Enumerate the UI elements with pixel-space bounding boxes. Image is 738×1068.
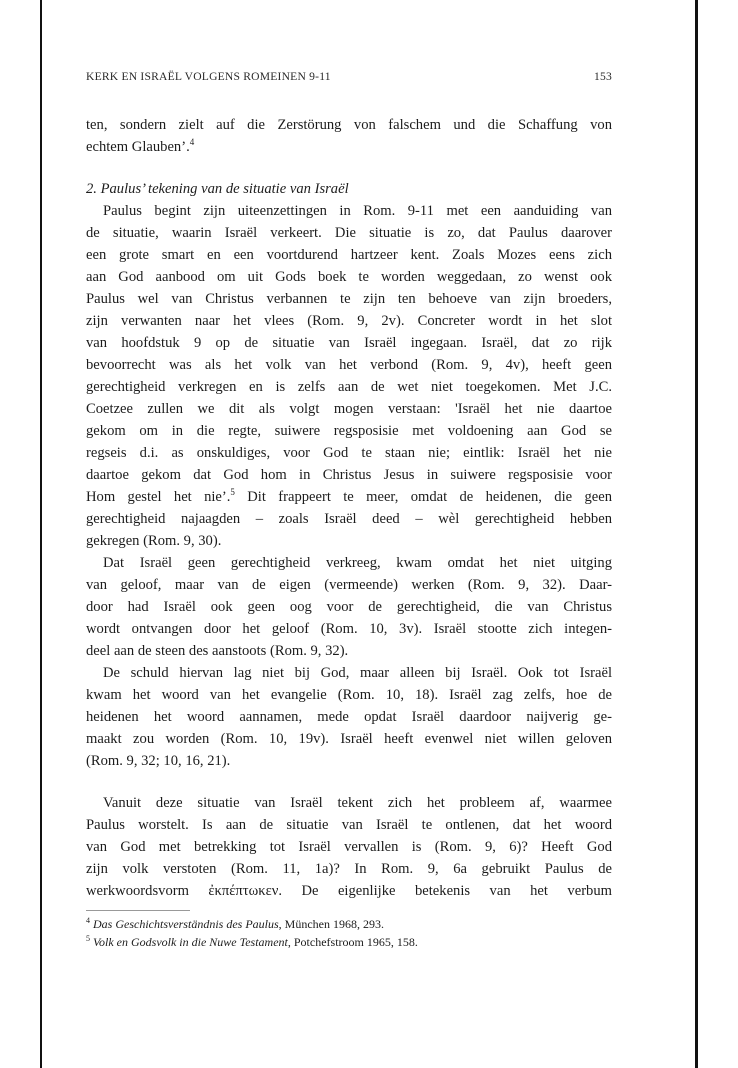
text-line: door had Israël ook geen oog voor de gerechtigheid, die van Christus [86,599,612,615]
running-title: KERK EN ISRAËL VOLGENS ROMEINEN 9-11 [86,70,331,83]
text-line: aan God aanbood om uit Gods boek te worden weggedaan, zo wenst ook [86,269,612,285]
text-line: gerechtigheid verkregen en is zelfs aan de wet niet toegekomen. Met J.C. [86,379,612,395]
text-line: gerechtigheid najaagden – zoals Israël deed – wèl gerechtigheid hebben [86,511,612,527]
text-line: Coetzee zullen we dit als volgt mogen verstaan: 'Israël het nie daartoe [86,401,612,417]
text-line: (Rom. 9, 32; 10, 16, 21). [86,753,231,769]
text-line: Hom gestel het nie’.$^5$ Dit frappeert te meer, omdat de heidenen, die geen [86,487,612,505]
text-line: heidenen het woord aannamen, mede opdat Israël daardoor naijverig ge- [86,709,612,725]
scan-edge-left [40,0,42,1068]
scan-edge-right [695,0,698,1068]
footnote-title: Volk en Godsvolk in die Nuwe Testament [93,935,288,949]
text-line: Paulus wel van Christus verbannen te zijn ten behoeve van zijn broeders, [86,291,612,307]
text-line: regseis d.i. as onskuldiges, voor God te staan nie; eintlik: Israël het nie [86,445,612,461]
footnote-rest: , Potchefstroom 1965, 158. [287,935,418,949]
text-line: gekregen (Rom. 9, 30). [86,533,222,549]
text-line: zijn verwanten naar het vlees (Rom. 9, 2v). Concreter wordt in het slot [86,313,612,329]
text-line: werkwoordsvorm ἐκπέπτωκεν. De eigenlijke betekenis van het verbum [86,883,612,899]
text-line: De schuld hiervan lag niet bij God, maar alleen bij Israël. Ook tot Israël [103,665,612,681]
section-heading: 2. Paulus’ tekening van de situatie van Israël [86,181,349,197]
text-line: de situatie, waarin Israël verkeert. Die situatie is zo, dat Paulus daarover [86,225,612,241]
text-line: van geloof, maar van de eigen (vermeende) werken (Rom. 9, 32). Daar- [86,577,612,593]
text-line: kwam het woord van het evangelie (Rom. 10, 18). Israël zag zelfs, hoe de [86,687,612,703]
text-line: maakt zou worden (Rom. 10, 19v). Israël heeft evenwel niet willen geloven [86,731,612,747]
text-line: van God met betrekking tot Israël vervallen is (Rom. 9, 6)? Heeft God [86,839,612,855]
text-line: Paulus begint zijn uiteenzettingen in Rom. 9-11 met een aanduiding van [103,203,612,219]
footnote-rest: , München 1968, 293. [278,917,384,931]
text-line: Paulus worstelt. Is aan de situatie van Israël te ontlenen, dat het woord [86,817,612,833]
text-line: wordt ontvangen door het geloof (Rom. 10, 3v). Israël stootte zich integen- [86,621,612,637]
page-number: 153 [594,70,612,83]
text-line: bevoorrecht was als het volk van het verbond (Rom. 9, 4v), heeft geen [86,357,612,373]
text-line: echtem Glauben’.$^4$ [86,137,195,155]
text-line: een grote smart en een voortdurend hartzeer kent. Zoals Mozes eens zich [86,247,612,263]
text-line: van hoofdstuk 9 op de situatie van Israël ingegaan. Israël, dat zo rijk [86,335,612,351]
footnote [86,934,418,951]
text-line: Vanuit deze situatie van Israël tekent zich het probleem af, waarmee [103,795,612,811]
footnote-ref: 4 [189,137,195,147]
text-line: deel aan de steen des aanstoots (Rom. 9, 32). [86,643,349,659]
text-line: ten, sondern zielt auf die Zerstörung von falschem und die Schaffung von [86,117,612,133]
footnote [86,916,384,933]
text-line: gekom om in die regte, suiwere regsposisie met voldoening aan God se [86,423,612,439]
footnote-ref: 5 [230,487,235,497]
text-line: daartoe gekom dat God hom in Christus Jesus in suiwere regsposisie voor [86,467,612,483]
footnote-number: 4 [86,916,90,925]
text-line: zijn volk verstoten (Rom. 11, 1a)? In Rom. 9, 6a gebruikt Paulus de [86,861,612,877]
footnote-rule [86,910,190,911]
footnote-number: 5 [86,934,90,943]
footnote-title: Das Geschichtsverständnis des Paulus [93,917,279,931]
text-line: Dat Israël geen gerechtigheid verkreeg, kwam omdat het niet uitging [103,555,612,571]
